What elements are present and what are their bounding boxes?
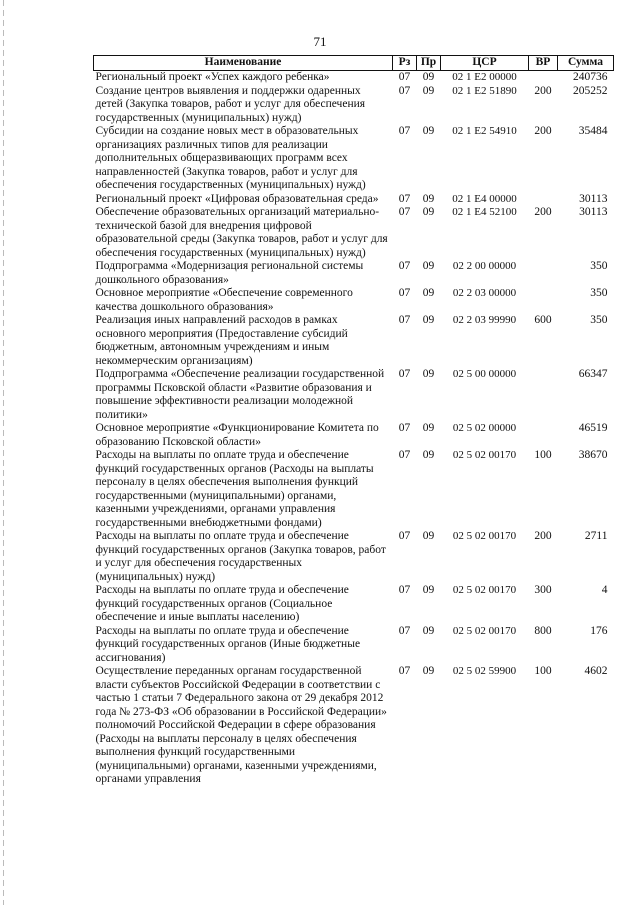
row-rz: 07 <box>398 125 411 137</box>
row-sum: 350 <box>590 314 608 326</box>
row-name: Региональный проект «Успех каждого ребенка» <box>95 71 330 83</box>
row-vr <box>529 260 558 287</box>
row-name: Подпрограмма «Модернизация региональной системы дошкольного образования» <box>95 260 364 286</box>
row-rz: 07 <box>398 287 411 299</box>
row-csr: 02 1 E2 51890 <box>452 84 517 97</box>
table-row <box>94 422 614 449</box>
row-sum: 4602 <box>584 665 608 677</box>
row-vr: 300 <box>534 584 552 596</box>
row-sum: 4 <box>601 584 608 596</box>
row-csr: 02 5 02 59900 <box>452 665 517 677</box>
row-csr: 02 1 E2 00000 <box>452 71 517 83</box>
row-csr: 02 5 02 00000 <box>452 422 517 434</box>
row-vr: 200 <box>534 530 552 542</box>
row-vr <box>529 193 558 207</box>
row-vr: 200 <box>534 125 552 137</box>
row-csr: 02 2 00 00000 <box>452 260 517 272</box>
row-rz: 07 <box>398 192 411 205</box>
row-csr: 02 5 02 00170 <box>452 624 517 637</box>
row-csr: 02 2 03 99990 <box>452 314 517 326</box>
row-vr: 800 <box>534 624 552 637</box>
row-name: Субсидии на создание новых мест в образовательных организациях различных типов для реализации дополнительных общеразвивающих программ всех направленностей (Закупка товаров, работ и услуг для обеспечения государственных (муниципальных) нужд) <box>95 125 366 191</box>
table-header-row <box>94 56 614 71</box>
row-name: Создание центров выявления и поддержки одаренных детей (Закупка товаров, работ и услуг для обеспечения государственных (муниципальных) нужд) <box>95 84 366 124</box>
row-rz: 07 <box>398 422 411 434</box>
row-pr: 09 <box>422 624 435 637</box>
table-row <box>94 125 614 193</box>
row-name: Расходы на выплаты по оплате труда и обеспечение функций государственных органов (Закупка товаров, работ и услуг для обеспечения государственных (муниципальных) нужд) <box>95 530 386 583</box>
row-csr: 02 1 E4 00000 <box>452 192 517 205</box>
row-csr: 02 5 02 00170 <box>452 530 517 542</box>
row-csr: 02 2 03 00000 <box>452 287 517 299</box>
row-sum: 2711 <box>584 530 608 542</box>
row-name: Расходы на выплаты по оплате труда и обеспечение функций государственных органов (Расходы на выплаты персоналу в целях обеспечения выполнения функций государственными (муниципальными) органами, казенными учреждениями, органами управления государственными внебюджетными фондами) <box>95 449 374 529</box>
row-vr: 100 <box>534 665 552 677</box>
row-name: Региональный проект «Цифровая образовательная среда» <box>95 192 379 205</box>
row-rz: 07 <box>398 206 411 218</box>
table-row <box>94 530 614 584</box>
row-vr: 600 <box>534 314 552 326</box>
row-rz: 07 <box>398 624 411 637</box>
row-vr <box>529 287 558 314</box>
table-row <box>94 625 614 666</box>
row-rz: 07 <box>398 71 411 83</box>
scan-edge-line <box>3 0 4 905</box>
row-rz: 07 <box>398 84 411 97</box>
row-sum: 66347 <box>578 368 608 380</box>
row-pr: 09 <box>422 584 435 596</box>
row-rz: 07 <box>398 530 411 542</box>
header-csr: ЦСР <box>441 56 529 71</box>
row-sum: 35484 <box>578 125 608 137</box>
row-sum: 38670 <box>578 449 608 461</box>
table-row <box>94 287 614 314</box>
row-sum: 205252 <box>573 84 608 97</box>
row-sum: 30113 <box>579 192 608 205</box>
header-vr: ВР <box>529 56 558 71</box>
row-csr: 02 5 02 00170 <box>452 584 517 596</box>
row-csr: 02 1 E4 52100 <box>452 206 517 218</box>
row-rz: 07 <box>398 260 411 272</box>
table-row <box>94 665 614 787</box>
row-pr: 09 <box>422 368 435 380</box>
row-name: Осуществление переданных органам государственной власти субъектов Российской Федерации в соответствии с частью 1 статьи 7 Федерального закона от 29 декабря 2012 года № 273-ФЗ «Об образовании в Российской Федерации» полномочий Российской Федерации в сфере образования (Расходы на выплаты персоналу в целях обеспечения выполнения функций государственными (муниципальными) органами, казенными учреждениями, органами управления <box>95 665 387 785</box>
table-row <box>94 85 614 126</box>
row-name: Основное мероприятие «Обеспечение современного качества дошкольного образования» <box>95 287 353 313</box>
row-name: Основное мероприятие «Функционирование Комитета по образованию Псковской области» <box>95 422 379 448</box>
table-row <box>94 368 614 422</box>
row-name: Расходы на выплаты по оплате труда и обеспечение функций государственных органов (Иные бюджетные ассигнования) <box>95 624 361 664</box>
row-pr: 09 <box>422 125 435 137</box>
row-name: Реализация иных направлений расходов в рамках основного мероприятия (Предоставление субсидий бюджетным, автономным учреждениям и иным некоммерческим организациям) <box>95 314 348 367</box>
row-pr: 09 <box>422 260 435 272</box>
row-rz: 07 <box>398 314 411 326</box>
row-pr: 09 <box>422 314 435 326</box>
row-sum: 350 <box>590 260 608 272</box>
header-rz: Рз <box>393 56 417 71</box>
row-pr: 09 <box>422 192 435 205</box>
row-csr: 02 1 E2 54910 <box>452 125 517 137</box>
page-number: 71 <box>313 34 327 49</box>
table-row <box>94 71 614 85</box>
row-pr: 09 <box>422 422 435 434</box>
row-vr <box>529 71 558 85</box>
row-sum: 350 <box>590 287 608 299</box>
row-pr: 09 <box>422 84 435 97</box>
row-sum: 30113 <box>579 206 608 218</box>
row-pr: 09 <box>422 665 435 677</box>
row-sum: 240736 <box>573 71 608 83</box>
row-rz: 07 <box>398 449 411 461</box>
header-sum: Сумма <box>558 56 614 71</box>
row-vr: 100 <box>534 449 552 461</box>
row-vr <box>529 422 558 449</box>
row-name: Расходы на выплаты по оплате труда и обеспечение функций государственных органов (Социальное обеспечение и иные выплаты населению) <box>95 584 349 623</box>
row-pr: 09 <box>422 287 435 299</box>
row-rz: 07 <box>398 665 411 677</box>
row-sum: 176 <box>590 624 608 637</box>
row-rz: 07 <box>398 584 411 596</box>
row-vr: 200 <box>534 84 552 97</box>
budget-table <box>93 55 614 787</box>
table-row <box>94 206 614 260</box>
row-vr: 200 <box>534 206 552 218</box>
table-row <box>94 260 614 287</box>
table-row <box>94 449 614 530</box>
row-csr: 02 5 02 00170 <box>452 449 517 461</box>
row-vr <box>529 368 558 422</box>
table-row <box>94 584 614 625</box>
row-sum: 46519 <box>578 422 608 434</box>
row-pr: 09 <box>422 71 435 83</box>
row-pr: 09 <box>422 449 435 461</box>
row-pr: 09 <box>422 206 435 218</box>
table-row <box>94 193 614 207</box>
row-pr: 09 <box>422 530 435 542</box>
row-name: Обеспечение образовательных организаций материально-технической базой для внедрения цифровой образовательной среды (Закупка товаров, работ и услуг для обеспечения государственных (муниципальных) нужд) <box>95 206 388 259</box>
header-name: Наименование <box>94 56 393 71</box>
row-csr: 02 5 00 00000 <box>452 368 517 380</box>
header-pr: Пр <box>417 56 441 71</box>
row-rz: 07 <box>398 368 411 380</box>
row-name: Подпрограмма «Обеспечение реализации государственной программы Псковской области «Развитие образования и повышение эффективности реализации молодежной политики» <box>95 368 385 421</box>
table-row <box>94 314 614 368</box>
